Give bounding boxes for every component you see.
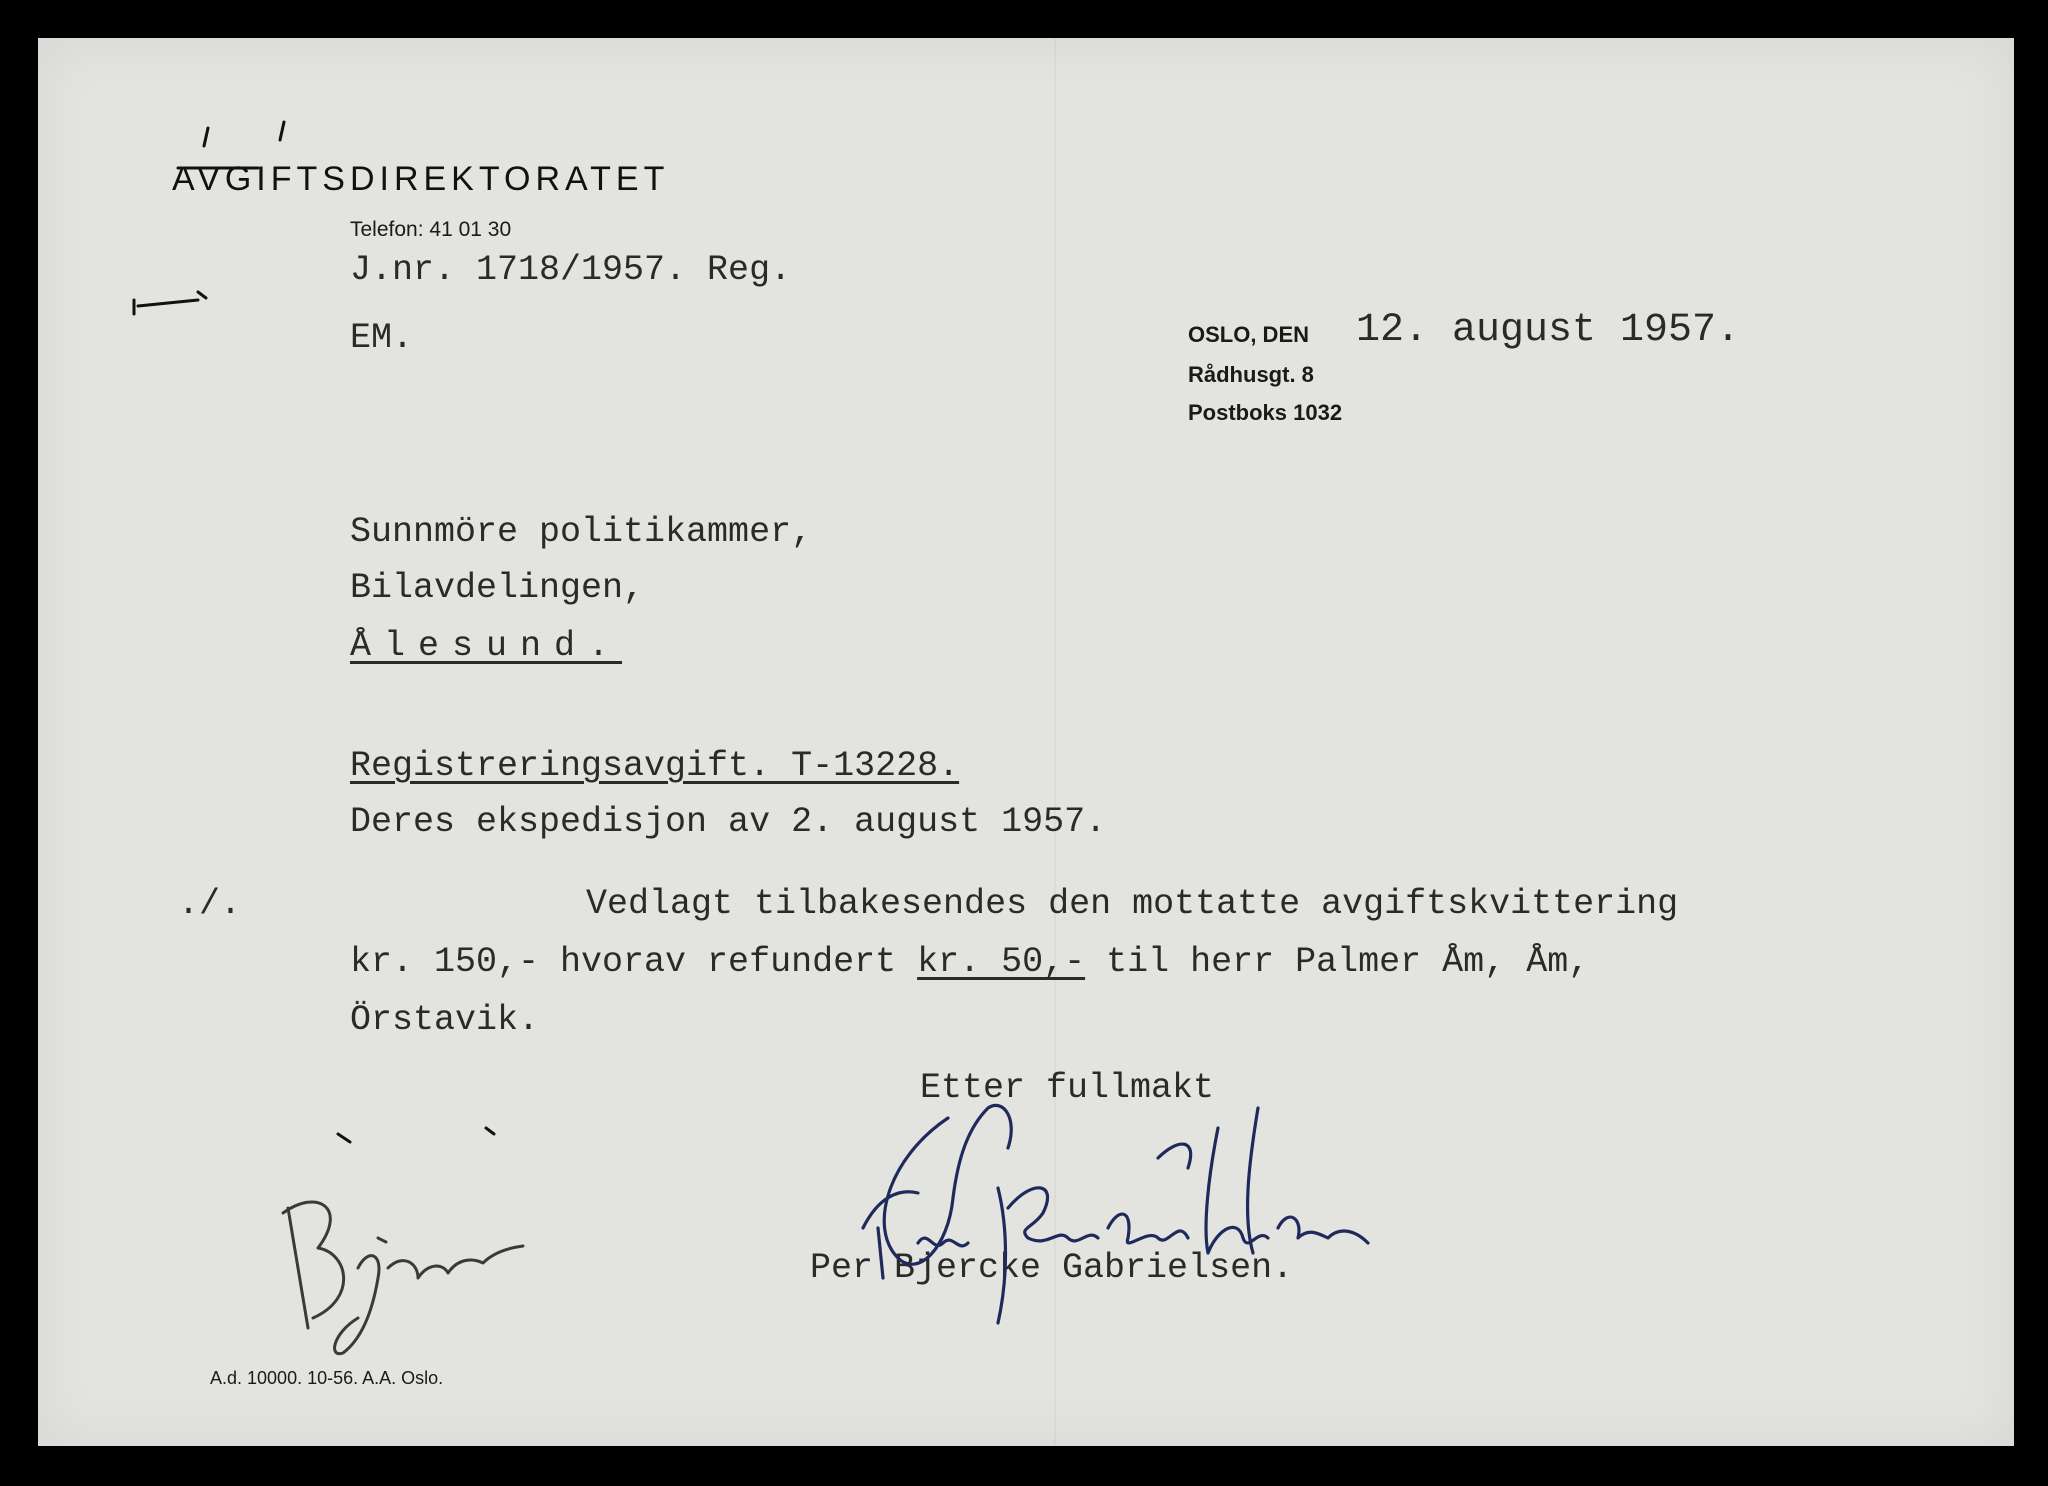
recipient-line-1: Sunnmöre politikammer, <box>350 512 813 552</box>
letter-page <box>38 38 2014 1446</box>
journal-number: J.nr. 1718/1957. Reg. <box>350 250 792 290</box>
reference-line: Deres ekspedisjon av 2. august 1957. <box>350 802 1107 842</box>
sender-street: Rådhusgt. 8 <box>1188 362 1314 387</box>
print-info: A.d. 10000. 10-56. A.A. Oslo. <box>210 1368 444 1388</box>
ink-marks <box>38 38 2014 1446</box>
closing-line: Etter fullmakt <box>920 1068 1215 1108</box>
letter-date: 12. august 1957. <box>1356 308 1741 353</box>
body-line-3: Örstavik. <box>350 1000 540 1040</box>
body-line-2-pre: kr. 150,- hvorav refundert <box>350 942 918 982</box>
subject-line: Registreringsavgift. T-13228. <box>350 746 960 786</box>
sender-pobox: Postboks 1032 <box>1188 400 1343 425</box>
reference-initials: EM. <box>350 318 414 358</box>
refund-amount: kr. 50,- <box>917 942 1086 982</box>
signer-name: Per Bjercke Gabrielsen. <box>810 1248 1294 1288</box>
letterhead-telefon: Telefon: 41 01 30 <box>350 218 512 241</box>
recipient-city: Ålesund. <box>350 626 623 666</box>
letterhead-org: AVGIFTSDIREKTORATET <box>172 160 670 198</box>
recipient-line-2: Bilavdelingen, <box>350 568 645 608</box>
place-label: OSLO, DEN <box>1188 322 1310 347</box>
enclosure-mark: ./. <box>178 884 242 924</box>
body-line-1: Vedlagt tilbakesendes den mottatte avgiftskvittering <box>586 884 1679 924</box>
body-line-2-post: til herr Palmer Åm, Åm, <box>1085 942 1590 982</box>
